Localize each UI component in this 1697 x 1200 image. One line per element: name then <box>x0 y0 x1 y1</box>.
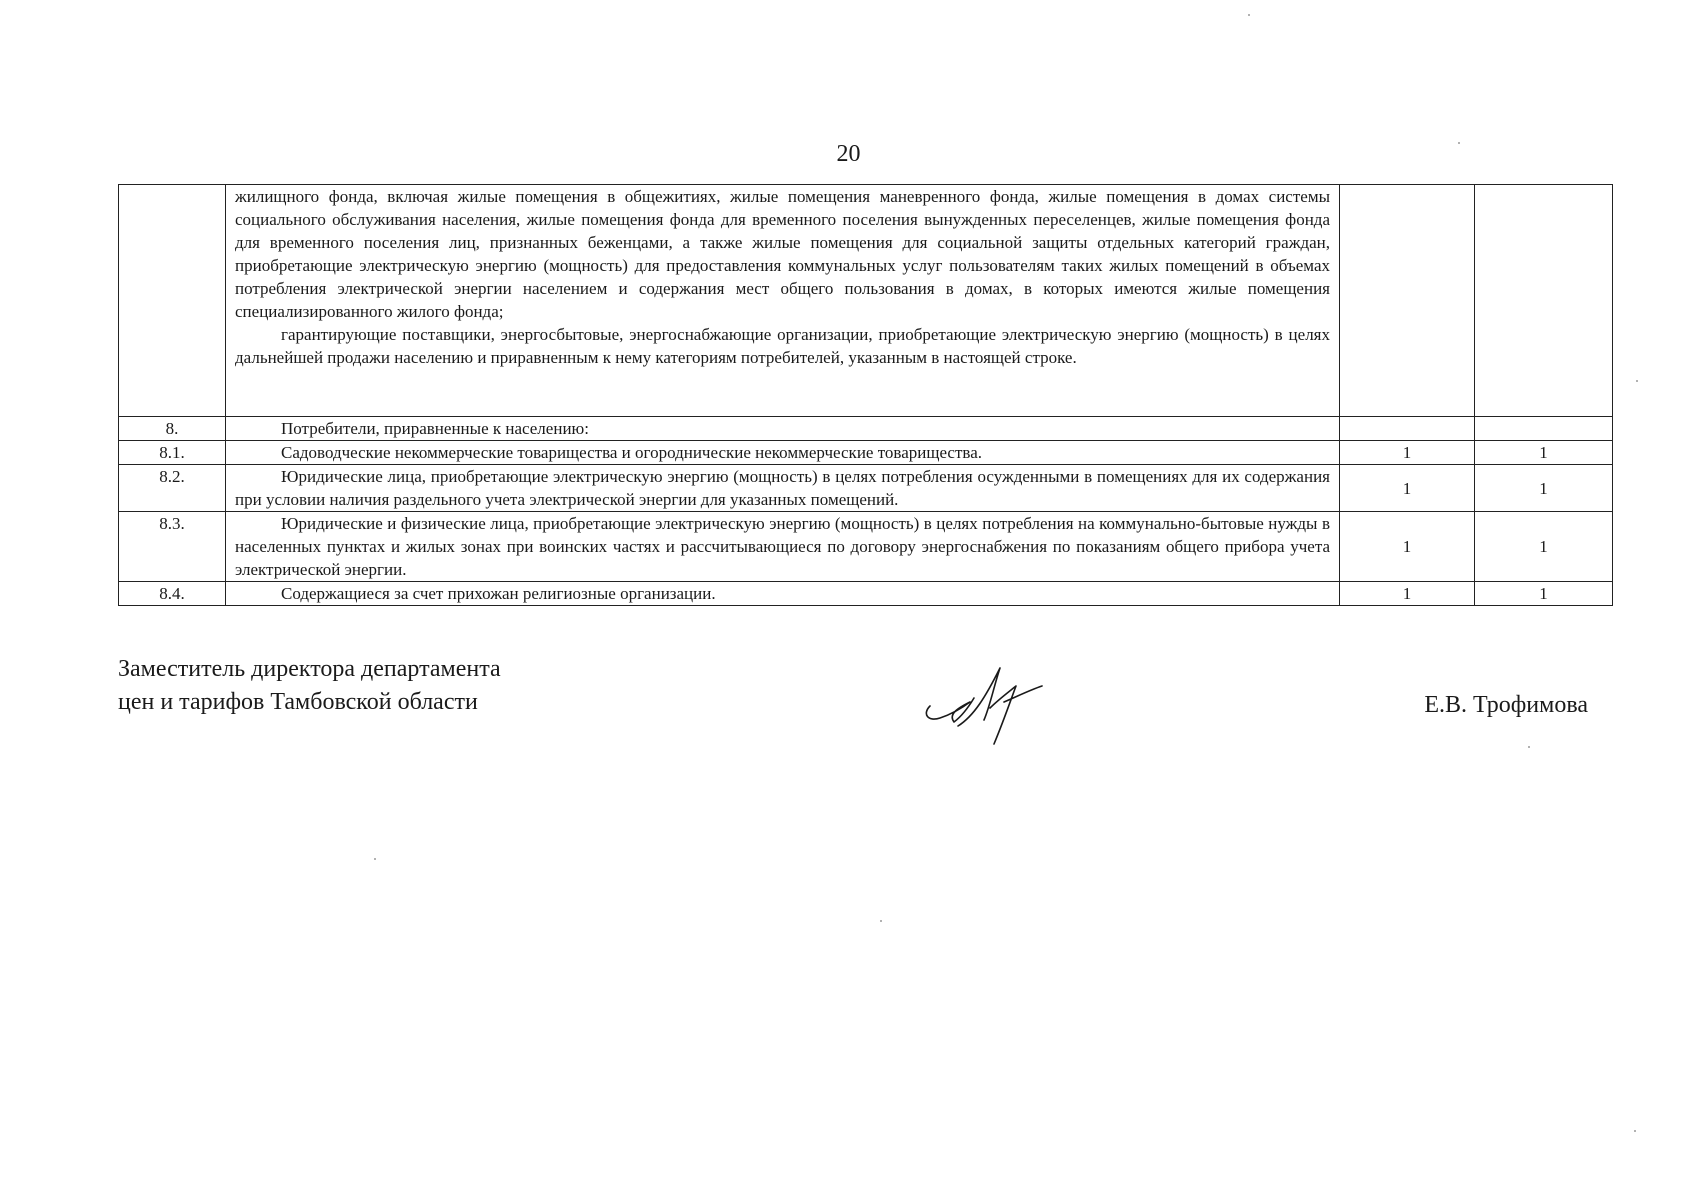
row-value-col3: 1 <box>1340 582 1475 606</box>
row-description <box>226 582 1340 606</box>
row-number: 8.1. <box>119 441 226 465</box>
row-value-col3: 1 <box>1340 512 1475 582</box>
tariff-consumer-table <box>118 184 1613 606</box>
row-number <box>119 185 226 417</box>
row-number: 8.3. <box>119 512 226 582</box>
scan-speck <box>1458 142 1460 144</box>
row-value-col4: 1 <box>1475 512 1613 582</box>
scan-speck <box>1528 746 1530 748</box>
row-description <box>226 512 1340 582</box>
row-value-col4 <box>1475 417 1613 441</box>
table-row <box>119 417 1613 441</box>
table-row <box>119 582 1613 606</box>
row-value-col3: 1 <box>1340 465 1475 512</box>
row-description <box>226 417 1340 441</box>
row-value-col3 <box>1340 417 1475 441</box>
signatory-position-line: цен и тарифов Тамбовской области <box>118 689 478 715</box>
row-paragraph: Содержащиеся за счет прихожан религиозные организации. <box>281 584 716 603</box>
row-value-col4: 1 <box>1475 582 1613 606</box>
row-value-col4: 1 <box>1475 441 1613 465</box>
row-paragraph: Садоводческие некоммерческие товарищества и огороднические некоммерческие товарищества. <box>281 443 982 462</box>
scan-speck <box>374 858 376 860</box>
row-value-col3 <box>1340 185 1475 417</box>
table-row <box>119 512 1613 582</box>
table-row <box>119 185 1613 417</box>
row-paragraph: Юридические лица, приобретающие электрическую энергию (мощность) в целях потребления осужденными в помещениях для их содержания при условии наличия раздельного учета электрической энергии для указанных помещений. <box>235 467 1330 509</box>
signatory-position-line: Заместитель директора департамента <box>118 656 501 682</box>
scan-speck <box>880 920 882 922</box>
row-paragraph: жилищного фонда, включая жилые помещения в общежитиях, жилые помещения маневренного фонда, жилые помещения в домах системы социального обслуживания населения, жилые помещения фонда для временного поселения вынужденных переселенцев, жилые помещения фонда для временного поселения лиц, признанных беженцами, а также жилые помещения для социальной защиты отдельных категорий граждан, приобретающие электрическую энергию (мощность) для предоставления коммунальных услуг пользователям таких жилых помещений в объемах потребления электрической энергии населением и содержания мест общего пользования в домах, в которых имеются жилые помещения специализированного жилого фонда; <box>235 187 1330 321</box>
table-row <box>119 465 1613 512</box>
row-number: 8. <box>119 417 226 441</box>
row-paragraph: Потребители, приравненные к населению: <box>281 419 589 438</box>
signatory-position <box>118 653 501 719</box>
scan-speck <box>1636 380 1638 382</box>
row-description <box>226 185 1340 417</box>
handwritten-signature-icon <box>918 656 1048 746</box>
scan-speck <box>1248 14 1250 16</box>
row-number: 8.2. <box>119 465 226 512</box>
signatory-name: Е.В. Трофимова <box>1424 692 1588 718</box>
row-paragraph: гарантирующие поставщики, энергосбытовые, энергоснабжающие организации, приобретающие электрическую энергию (мощность) в целях дальнейшей продажи населению и приравненным к нему категориям потребителей, указанным в настоящей строке. <box>235 325 1330 367</box>
row-value-col3: 1 <box>1340 441 1475 465</box>
row-paragraph: Юридические и физические лица, приобретающие электрическую энергию (мощность) в целях потребления на коммунально-бытовые нужды в населенных пунктах и жилых зонах при воинских частях и рассчитывающиеся по договору энергоснабжения по показаниям общего прибора учета электрической энергии. <box>235 514 1330 579</box>
row-value-col4: 1 <box>1475 465 1613 512</box>
table-row <box>119 441 1613 465</box>
scan-speck <box>1634 1130 1636 1132</box>
row-number: 8.4. <box>119 582 226 606</box>
row-description <box>226 465 1340 512</box>
row-description <box>226 441 1340 465</box>
row-value-col4 <box>1475 185 1613 417</box>
page-number: 20 <box>836 141 861 167</box>
